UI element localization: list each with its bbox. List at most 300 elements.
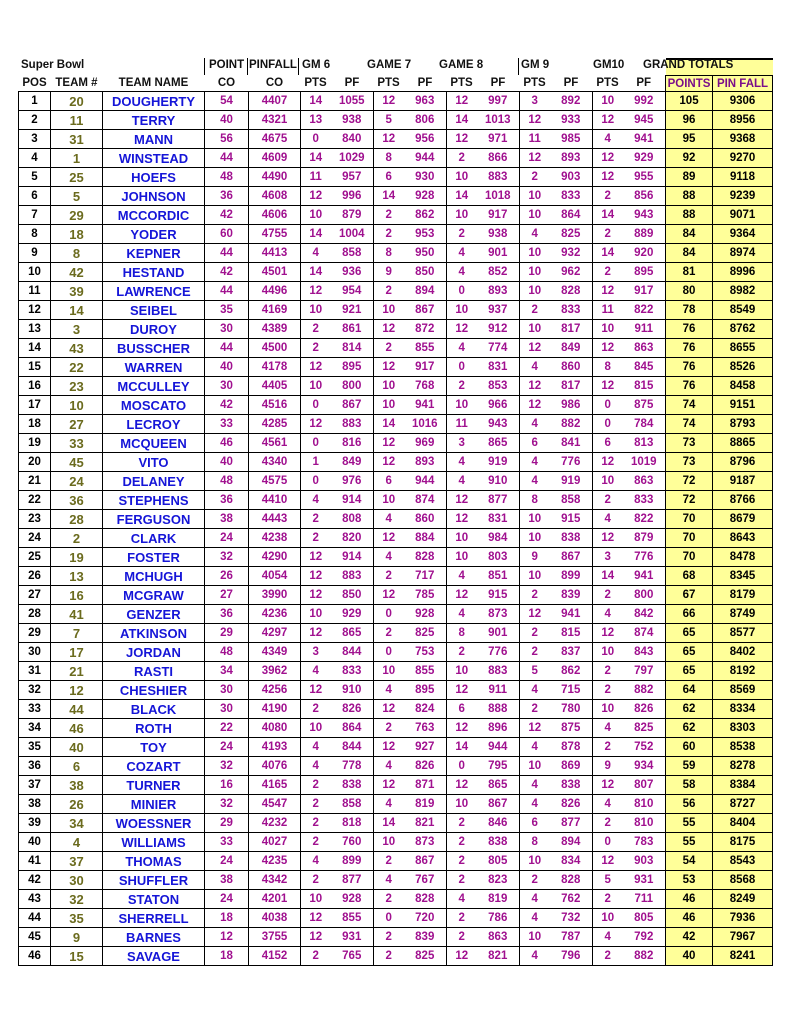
gm6-pts-cell: 4 xyxy=(301,491,331,510)
team-number-cell: 19 xyxy=(51,548,103,567)
gm10-pts-cell: 0 xyxy=(593,396,623,415)
team-name-cell: DELANEY xyxy=(103,472,205,491)
total-pinfall-cell: 9239 xyxy=(713,187,773,206)
point-co-cell: 29 xyxy=(205,814,249,833)
gm6-pf-cell: 844 xyxy=(331,643,374,662)
pos-cell: 14 xyxy=(19,339,51,358)
total-pinfall-cell: 9364 xyxy=(713,225,773,244)
gm8-pf-cell: 865 xyxy=(477,776,520,795)
table-row xyxy=(19,643,773,662)
pos-cell: 16 xyxy=(19,377,51,396)
gm9-pf-cell: 776 xyxy=(550,453,593,472)
gm8-pts-cell: 14 xyxy=(447,187,477,206)
total-points-cell: 58 xyxy=(666,776,713,795)
team-name-cell: MCCULLEY xyxy=(103,377,205,396)
gm6-pts-cell: 14 xyxy=(301,263,331,282)
col-team-name: TEAM NAME xyxy=(118,77,189,90)
gm6-pf-cell: 1029 xyxy=(331,149,374,168)
gm8-pf-cell: 853 xyxy=(477,377,520,396)
gm10-pf-cell: 934 xyxy=(623,757,666,776)
team-name-cell: MCHUGH xyxy=(103,567,205,586)
gm10-pts-cell: 2 xyxy=(593,225,623,244)
point-co-cell: 18 xyxy=(205,947,249,966)
gm6-group: GM 6 xyxy=(302,59,331,71)
gm7-pts-cell: 12 xyxy=(374,358,404,377)
gm8-pts-cell: 12 xyxy=(447,719,477,738)
table-row xyxy=(19,282,773,301)
gm6-pf-cell: 855 xyxy=(331,909,374,928)
total-pinfall-cell: 8278 xyxy=(713,757,773,776)
gm7-pf-cell: 825 xyxy=(404,624,447,643)
point-co-cell: 42 xyxy=(205,396,249,415)
gm6-pts-cell: 12 xyxy=(301,928,331,947)
gm7-pts-cell: 2 xyxy=(374,890,404,909)
total-pinfall-cell: 8526 xyxy=(713,358,773,377)
total-pinfall-cell: 8179 xyxy=(713,586,773,605)
total-pinfall-cell: 8241 xyxy=(713,947,773,966)
pinfall-co-cell: 4413 xyxy=(249,244,301,263)
gm10-pts-cell: 10 xyxy=(593,320,623,339)
gm7-pf-cell: 894 xyxy=(404,282,447,301)
gm9-pts-cell: 10 xyxy=(520,928,550,947)
table-row xyxy=(19,529,773,548)
total-points-cell: 88 xyxy=(666,187,713,206)
gm10-pts-cell: 12 xyxy=(593,852,623,871)
gm9-pf-cell: 862 xyxy=(550,662,593,681)
gm8-pts-cell: 4 xyxy=(447,472,477,491)
total-points-cell: 46 xyxy=(666,890,713,909)
total-points-cell: 65 xyxy=(666,662,713,681)
team-number-cell: 39 xyxy=(51,282,103,301)
gm10-pts-cell: 6 xyxy=(593,434,623,453)
gm9-pts-cell: 4 xyxy=(520,738,550,757)
pinfall-co-cell: 4321 xyxy=(249,111,301,130)
gm10-pts-cell: 2 xyxy=(593,187,623,206)
table-row xyxy=(19,890,773,909)
team-name-cell: MANN xyxy=(103,130,205,149)
total-points-cell: 76 xyxy=(666,358,713,377)
total-pinfall-cell: 8974 xyxy=(713,244,773,263)
point-co-cell: 27 xyxy=(205,586,249,605)
team-name-cell: WILLIAMS xyxy=(103,833,205,852)
team-number-cell: 15 xyxy=(51,947,103,966)
gm9-pf-cell: 834 xyxy=(550,852,593,871)
gm10-pf-cell: 863 xyxy=(623,339,666,358)
total-pinfall-cell: 7967 xyxy=(713,928,773,947)
gm8-pts-cell: 8 xyxy=(447,624,477,643)
team-name-cell: STATON xyxy=(103,890,205,909)
pinfall-co-cell: 4235 xyxy=(249,852,301,871)
gm6-pts-cell: 12 xyxy=(301,415,331,434)
team-number-cell: 40 xyxy=(51,738,103,757)
gm10-pf-cell: 805 xyxy=(623,909,666,928)
pinfall-co-cell: 4496 xyxy=(249,282,301,301)
team-name-cell: JORDAN xyxy=(103,643,205,662)
gm7-pts-cell: 4 xyxy=(374,795,404,814)
pinfall-co-group: PINFALL xyxy=(249,59,297,71)
total-pinfall-cell: 8727 xyxy=(713,795,773,814)
team-number-cell: 13 xyxy=(51,567,103,586)
gm10-pf-cell: 810 xyxy=(623,814,666,833)
point-co-cell: 42 xyxy=(205,263,249,282)
gm9-pts-cell: 12 xyxy=(520,396,550,415)
gm9-pts-cell: 11 xyxy=(520,130,550,149)
gm7-pf-cell: 884 xyxy=(404,529,447,548)
gm9-pts-cell: 10 xyxy=(520,263,550,282)
gm8-pts-cell: 12 xyxy=(447,776,477,795)
total-points-cell: 54 xyxy=(666,852,713,871)
total-points-cell: 42 xyxy=(666,928,713,947)
total-pinfall-cell: 8549 xyxy=(713,301,773,320)
pinfall-co-cell: 4342 xyxy=(249,871,301,890)
gm7-pts-cell: 4 xyxy=(374,871,404,890)
gm8-pts-cell: 2 xyxy=(447,814,477,833)
gm6-pf-cell: 914 xyxy=(331,491,374,510)
gm8-pf-cell: 971 xyxy=(477,130,520,149)
gm8-pts-cell: 2 xyxy=(447,871,477,890)
team-number-cell: 24 xyxy=(51,472,103,491)
table-row xyxy=(19,567,773,586)
table-row xyxy=(19,871,773,890)
gm6-pf-cell: 765 xyxy=(331,947,374,966)
gm9-pf-cell: 933 xyxy=(550,111,593,130)
gm6-pts-cell: 10 xyxy=(301,605,331,624)
table-row xyxy=(19,415,773,434)
pinfall-co-cell: 4201 xyxy=(249,890,301,909)
gm8-pf-cell: 866 xyxy=(477,149,520,168)
gm9-pf-cell: 762 xyxy=(550,890,593,909)
point-co-cell: 44 xyxy=(205,282,249,301)
gm10-pf-cell: 875 xyxy=(623,396,666,415)
pinfall-co-cell: 4606 xyxy=(249,206,301,225)
pos-cell: 30 xyxy=(19,643,51,662)
point-co-cell: 24 xyxy=(205,890,249,909)
gm7-pts-cell: 12 xyxy=(374,453,404,472)
team-name-cell: YODER xyxy=(103,225,205,244)
gm9-pf-cell: 841 xyxy=(550,434,593,453)
gm6-pf-cell: 938 xyxy=(331,111,374,130)
team-name-cell: SEIBEL xyxy=(103,301,205,320)
gm10-pf-cell: 882 xyxy=(623,681,666,700)
gm9-pf-cell: 899 xyxy=(550,567,593,586)
team-name-cell: ATKINSON xyxy=(103,624,205,643)
gm8-pts-cell: 4 xyxy=(447,339,477,358)
table-row xyxy=(19,339,773,358)
gm10-pts-cell: 12 xyxy=(593,529,623,548)
gm7-pf-cell: 828 xyxy=(404,548,447,567)
table-row xyxy=(19,662,773,681)
gm6-pf-cell: 899 xyxy=(331,852,374,871)
col-gm7-pf: PF xyxy=(417,77,433,90)
team-name-cell: STEPHENS xyxy=(103,491,205,510)
gm10-pf-cell: 807 xyxy=(623,776,666,795)
gm7-pts-cell: 12 xyxy=(374,738,404,757)
pos-cell: 22 xyxy=(19,491,51,510)
team-name-cell: GENZER xyxy=(103,605,205,624)
pos-cell: 37 xyxy=(19,776,51,795)
gm9-pf-cell: 869 xyxy=(550,757,593,776)
team-name-cell: WOESSNER xyxy=(103,814,205,833)
total-points-cell: 76 xyxy=(666,377,713,396)
total-points-cell: 76 xyxy=(666,320,713,339)
table-row xyxy=(19,852,773,871)
total-points-cell: 78 xyxy=(666,301,713,320)
gm6-pf-cell: 826 xyxy=(331,700,374,719)
gm8-pf-cell: 1018 xyxy=(477,187,520,206)
gm8-pf-cell: 883 xyxy=(477,168,520,187)
team-name-cell: CHESHIER xyxy=(103,681,205,700)
pos-cell: 25 xyxy=(19,548,51,567)
gm9-pf-cell: 919 xyxy=(550,472,593,491)
gm10-pf-cell: 752 xyxy=(623,738,666,757)
gm10-pf-cell: 941 xyxy=(623,130,666,149)
gm9-pts-cell: 10 xyxy=(520,187,550,206)
table-row xyxy=(19,909,773,928)
gm6-pts-cell: 4 xyxy=(301,738,331,757)
table-row xyxy=(19,92,773,111)
gm9-pts-cell: 10 xyxy=(520,282,550,301)
gm7-pts-cell: 10 xyxy=(374,491,404,510)
pinfall-co-cell: 4490 xyxy=(249,168,301,187)
table-row xyxy=(19,605,773,624)
gm7-pts-cell: 9 xyxy=(374,263,404,282)
gm7-pf-cell: 821 xyxy=(404,814,447,833)
gm6-pf-cell: 936 xyxy=(331,263,374,282)
gm7-pts-cell: 8 xyxy=(374,244,404,263)
gm7-pts-cell: 4 xyxy=(374,548,404,567)
point-co-cell: 42 xyxy=(205,206,249,225)
gm7-pts-cell: 5 xyxy=(374,111,404,130)
gm10-pf-cell: 929 xyxy=(623,149,666,168)
gm8-pts-cell: 2 xyxy=(447,909,477,928)
gm7-pts-cell: 2 xyxy=(374,567,404,586)
gm6-pf-cell: 1055 xyxy=(331,92,374,111)
table-row xyxy=(19,320,773,339)
gm6-pf-cell: 976 xyxy=(331,472,374,491)
col-pos: POS xyxy=(22,77,47,90)
gm9-pts-cell: 4 xyxy=(520,795,550,814)
gm6-pts-cell: 2 xyxy=(301,776,331,795)
total-pinfall-cell: 8458 xyxy=(713,377,773,396)
gm10-pts-cell: 12 xyxy=(593,377,623,396)
total-points-cell: 70 xyxy=(666,529,713,548)
team-name-cell: MINIER xyxy=(103,795,205,814)
gm6-pts-cell: 1 xyxy=(301,453,331,472)
gm7-pf-cell: 720 xyxy=(404,909,447,928)
gm9-pts-cell: 9 xyxy=(520,548,550,567)
gm9-pf-cell: 882 xyxy=(550,415,593,434)
total-pinfall-cell: 8538 xyxy=(713,738,773,757)
gm9-pf-cell: 915 xyxy=(550,510,593,529)
gm7-pf-cell: 917 xyxy=(404,358,447,377)
pos-cell: 28 xyxy=(19,605,51,624)
point-co-cell: 12 xyxy=(205,928,249,947)
gm10-pts-cell: 2 xyxy=(593,681,623,700)
gm8-pf-cell: 823 xyxy=(477,871,520,890)
gm10-pf-cell: 882 xyxy=(623,947,666,966)
total-pinfall-cell: 7936 xyxy=(713,909,773,928)
col-team-number: TEAM # xyxy=(55,77,98,90)
pos-cell: 27 xyxy=(19,586,51,605)
gm9-pf-cell: 986 xyxy=(550,396,593,415)
gm10-pts-cell: 2 xyxy=(593,662,623,681)
gm9-pts-cell: 8 xyxy=(520,491,550,510)
point-co-cell: 44 xyxy=(205,339,249,358)
total-points-cell: 72 xyxy=(666,491,713,510)
total-points-cell: 62 xyxy=(666,700,713,719)
col-total-points: POINTS xyxy=(666,76,713,92)
gm10-pts-cell: 4 xyxy=(593,605,623,624)
gm10-pf-cell: 889 xyxy=(623,225,666,244)
gm7-pf-cell: 944 xyxy=(404,149,447,168)
gm8-pts-cell: 2 xyxy=(447,225,477,244)
team-number-cell: 20 xyxy=(51,92,103,111)
gm9-pf-cell: 877 xyxy=(550,814,593,833)
gm10-pts-cell: 12 xyxy=(593,339,623,358)
point-co-cell: 44 xyxy=(205,244,249,263)
gm10-pf-cell: 843 xyxy=(623,643,666,662)
pos-cell: 17 xyxy=(19,396,51,415)
gm10-pts-cell: 2 xyxy=(593,947,623,966)
team-name-cell: ROTH xyxy=(103,719,205,738)
total-points-cell: 59 xyxy=(666,757,713,776)
team-name-cell: WINSTEAD xyxy=(103,149,205,168)
team-number-cell: 42 xyxy=(51,263,103,282)
gm8-pts-cell: 2 xyxy=(447,149,477,168)
gm7-pf-cell: 930 xyxy=(404,168,447,187)
gm6-pf-cell: 914 xyxy=(331,548,374,567)
gm10-pts-cell: 2 xyxy=(593,890,623,909)
gm10-pf-cell: 945 xyxy=(623,111,666,130)
gm7-pf-cell: 928 xyxy=(404,187,447,206)
gm8-pf-cell: 917 xyxy=(477,206,520,225)
gm6-pf-cell: 957 xyxy=(331,168,374,187)
pos-cell: 18 xyxy=(19,415,51,434)
total-points-cell: 92 xyxy=(666,149,713,168)
gm10-pts-cell: 12 xyxy=(593,624,623,643)
gm10-pf-cell: 826 xyxy=(623,700,666,719)
gm8-pts-cell: 10 xyxy=(447,301,477,320)
gm8-pf-cell: 851 xyxy=(477,567,520,586)
pinfall-co-cell: 4561 xyxy=(249,434,301,453)
team-number-cell: 35 xyxy=(51,909,103,928)
point-co-cell: 30 xyxy=(205,681,249,700)
gm6-pf-cell: 833 xyxy=(331,662,374,681)
pinfall-co-cell: 4575 xyxy=(249,472,301,491)
gm7-pf-cell: 806 xyxy=(404,111,447,130)
gm10-pf-cell: 815 xyxy=(623,377,666,396)
pinfall-co-cell: 4516 xyxy=(249,396,301,415)
gm6-pf-cell: 800 xyxy=(331,377,374,396)
point-co-cell: 36 xyxy=(205,491,249,510)
pinfall-co-cell: 4193 xyxy=(249,738,301,757)
gm8-pts-cell: 3 xyxy=(447,434,477,453)
gm6-pf-cell: 1004 xyxy=(331,225,374,244)
team-name-cell: BUSSCHER xyxy=(103,339,205,358)
gm7-pts-cell: 10 xyxy=(374,396,404,415)
total-points-cell: 70 xyxy=(666,510,713,529)
gm6-pts-cell: 2 xyxy=(301,510,331,529)
table-row xyxy=(19,472,773,491)
gm10-pf-cell: 917 xyxy=(623,282,666,301)
gm6-pf-cell: 760 xyxy=(331,833,374,852)
pinfall-co-cell: 4178 xyxy=(249,358,301,377)
gm8-pts-cell: 10 xyxy=(447,548,477,567)
pos-cell: 36 xyxy=(19,757,51,776)
gm10-pts-cell: 8 xyxy=(593,358,623,377)
total-points-cell: 72 xyxy=(666,472,713,491)
gm7-pts-cell: 12 xyxy=(374,776,404,795)
gm9-pts-cell: 10 xyxy=(520,852,550,871)
gm10-pts-cell: 4 xyxy=(593,928,623,947)
col-gm10-pf: PF xyxy=(636,77,652,90)
team-number-cell: 14 xyxy=(51,301,103,320)
gm6-pf-cell: 879 xyxy=(331,206,374,225)
pinfall-co-cell: 4236 xyxy=(249,605,301,624)
gm6-pts-cell: 12 xyxy=(301,567,331,586)
pinfall-co-cell: 3962 xyxy=(249,662,301,681)
pos-cell: 5 xyxy=(19,168,51,187)
gm6-pf-cell: 844 xyxy=(331,738,374,757)
team-number-cell: 8 xyxy=(51,244,103,263)
gm10-pf-cell: 895 xyxy=(623,263,666,282)
gm6-pf-cell: 840 xyxy=(331,130,374,149)
team-number-cell: 41 xyxy=(51,605,103,624)
total-points-cell: 74 xyxy=(666,396,713,415)
team-name-cell: THOMAS xyxy=(103,852,205,871)
gm8-pts-cell: 12 xyxy=(447,947,477,966)
col-gm7-pts: PTS xyxy=(377,77,400,90)
total-pinfall-cell: 8762 xyxy=(713,320,773,339)
gm8-pts-cell: 12 xyxy=(447,586,477,605)
total-pinfall-cell: 8404 xyxy=(713,814,773,833)
gm9-pts-cell: 3 xyxy=(520,92,550,111)
team-name-cell: TERRY xyxy=(103,111,205,130)
total-pinfall-cell: 9306 xyxy=(713,92,773,111)
gm8-pf-cell: 786 xyxy=(477,909,520,928)
team-name-cell: CLARK xyxy=(103,529,205,548)
gm7-pts-cell: 4 xyxy=(374,757,404,776)
gm9-pf-cell: 837 xyxy=(550,643,593,662)
team-name-cell: RASTI xyxy=(103,662,205,681)
table-row xyxy=(19,244,773,263)
pos-cell: 44 xyxy=(19,909,51,928)
team-number-cell: 27 xyxy=(51,415,103,434)
gm6-pts-cell: 12 xyxy=(301,358,331,377)
gm6-pts-cell: 2 xyxy=(301,700,331,719)
gm9-pts-cell: 2 xyxy=(520,301,550,320)
gm8-pts-cell: 10 xyxy=(447,529,477,548)
gm8-pts-cell: 12 xyxy=(447,320,477,339)
gm9-pts-cell: 4 xyxy=(520,909,550,928)
table-row xyxy=(19,738,773,757)
gm9-pf-cell: 894 xyxy=(550,833,593,852)
total-pinfall-cell: 8175 xyxy=(713,833,773,852)
gm7-pf-cell: 928 xyxy=(404,605,447,624)
gm6-pf-cell: 849 xyxy=(331,453,374,472)
total-pinfall-cell: 8956 xyxy=(713,111,773,130)
total-pinfall-cell: 8543 xyxy=(713,852,773,871)
col-gm8-pts: PTS xyxy=(450,77,473,90)
team-number-cell: 43 xyxy=(51,339,103,358)
total-points-cell: 65 xyxy=(666,643,713,662)
pinfall-co-cell: 4340 xyxy=(249,453,301,472)
team-number-cell: 25 xyxy=(51,168,103,187)
gm8-pf-cell: 912 xyxy=(477,320,520,339)
gm7-pts-cell: 0 xyxy=(374,605,404,624)
point-co-cell: 32 xyxy=(205,795,249,814)
team-name-cell: MOSCATO xyxy=(103,396,205,415)
